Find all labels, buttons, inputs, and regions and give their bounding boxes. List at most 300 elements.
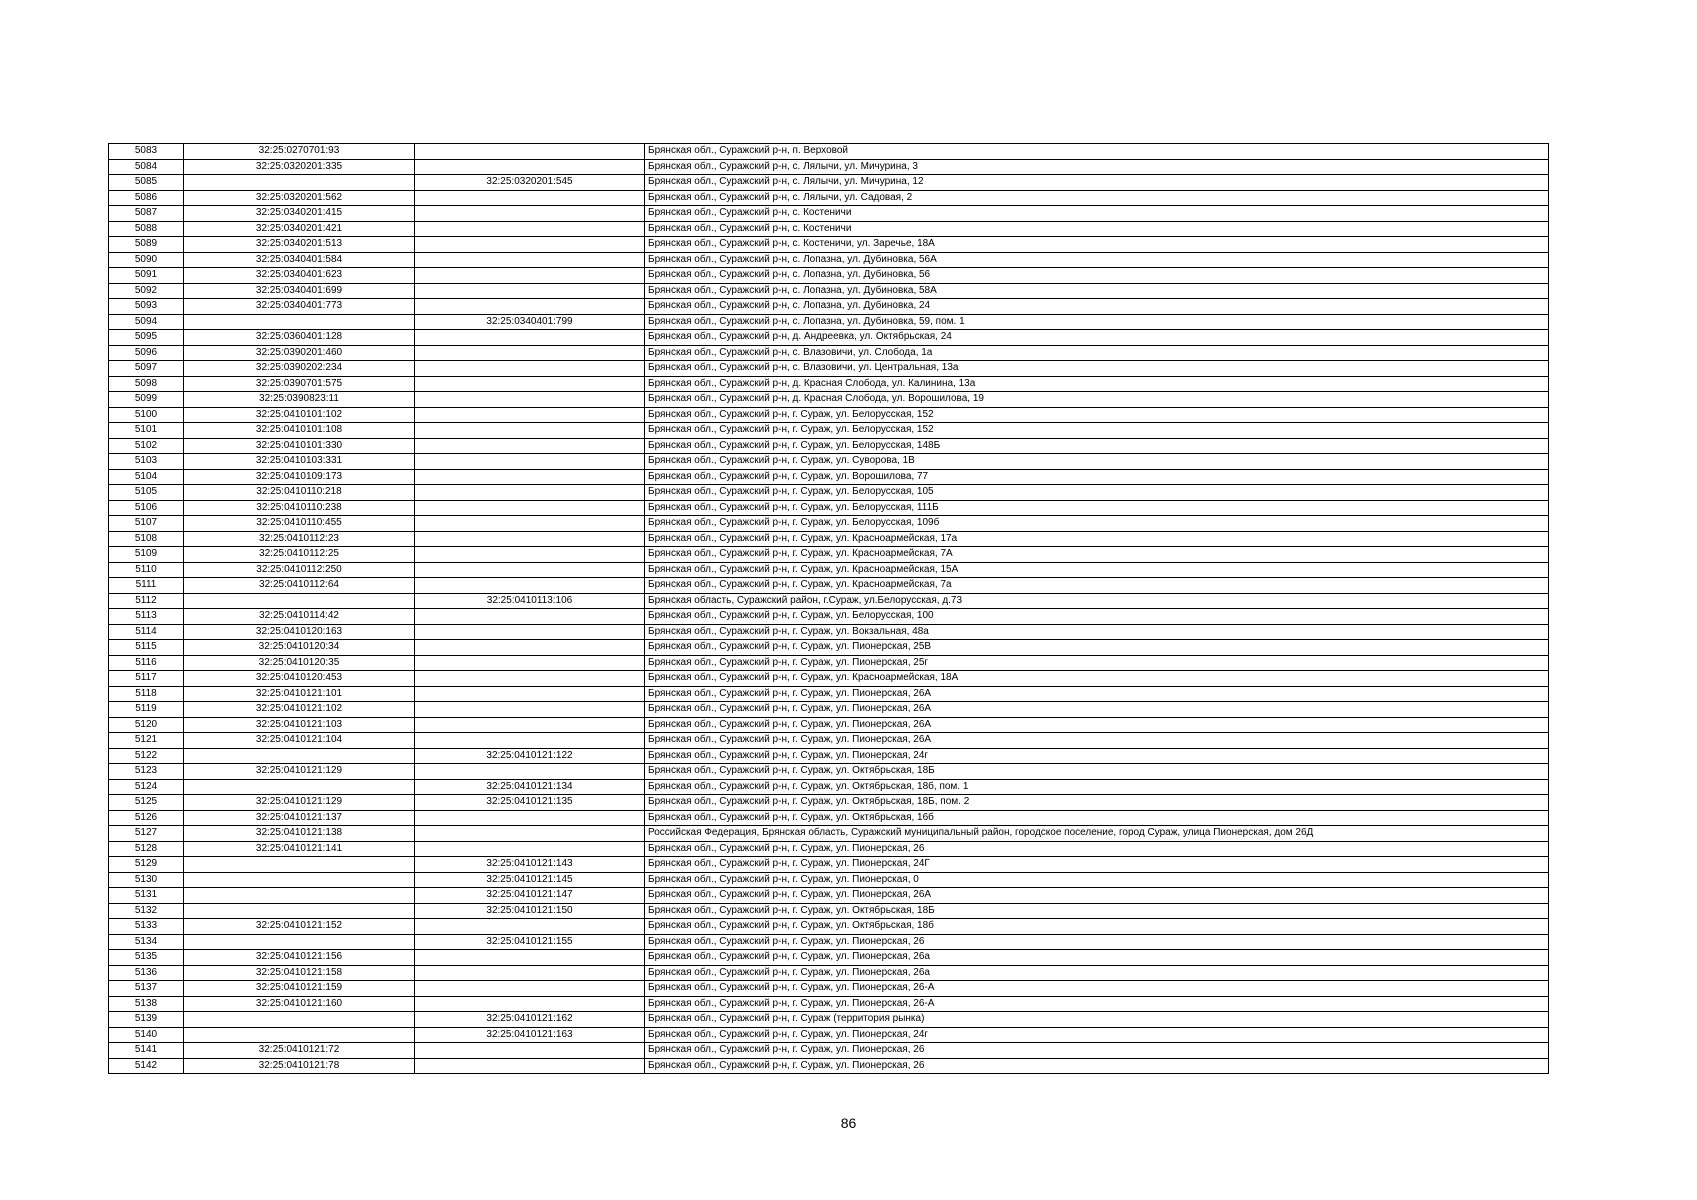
row-number-cell: 5085 [109, 175, 184, 191]
cadastral-number-cell: 32:25:0410121:156 [184, 950, 415, 966]
linked-cadastral-number-cell [415, 407, 645, 423]
cadastral-number-cell: 32:25:0410121:129 [184, 795, 415, 811]
row-number-cell: 5128 [109, 841, 184, 857]
cadastral-number-cell: 32:25:0410121:72 [184, 1043, 415, 1059]
cadastral-number-cell: 32:25:0410110:218 [184, 485, 415, 501]
row-number-cell: 5123 [109, 764, 184, 780]
table-row [109, 841, 1549, 857]
cadastral-number-cell: 32:25:0410121:158 [184, 965, 415, 981]
address-cell: Брянская обл., Суражский р-н, г. Сураж, ул. Пионерская, 24г [645, 1027, 1549, 1043]
table-row [109, 903, 1549, 919]
table-row [109, 1058, 1549, 1074]
linked-cadastral-number-cell [415, 686, 645, 702]
cadastral-number-cell: 32:25:0390701:575 [184, 376, 415, 392]
address-cell: Брянская обл., Суражский р-н, г. Сураж, ул. Пионерская, 26-А [645, 996, 1549, 1012]
row-number-cell: 5103 [109, 454, 184, 470]
linked-cadastral-number-cell [415, 516, 645, 532]
address-cell: Брянская обл., Суражский р-н, с. Костеничи [645, 206, 1549, 222]
cadastral-number-cell: 32:25:0320201:335 [184, 159, 415, 175]
linked-cadastral-number-cell: 32:25:0410121:162 [415, 1012, 645, 1028]
linked-cadastral-number-cell [415, 361, 645, 377]
row-number-cell: 5118 [109, 686, 184, 702]
table-row [109, 423, 1549, 439]
table-row [109, 1012, 1549, 1028]
row-number-cell: 5101 [109, 423, 184, 439]
row-number-cell: 5135 [109, 950, 184, 966]
address-cell: Брянская обл., Суражский р-н, г. Сураж, ул. Белорусская, 152 [645, 407, 1549, 423]
row-number-cell: 5111 [109, 578, 184, 594]
address-cell: Брянская обл., Суражский р-н, г. Сураж, ул. Пионерская, 26 [645, 1043, 1549, 1059]
cadastral-number-cell: 32:25:0270701:93 [184, 144, 415, 160]
cadastral-number-cell: 32:25:0340201:415 [184, 206, 415, 222]
cadastral-number-cell [184, 779, 415, 795]
address-cell: Брянская обл., Суражский р-н, с. Лопазна, ул. Дубиновка, 56А [645, 252, 1549, 268]
cadastral-number-cell [184, 1027, 415, 1043]
address-cell: Брянская обл., Суражский р-н, г. Сураж, ул. Пионерская, 26 [645, 841, 1549, 857]
row-number-cell: 5136 [109, 965, 184, 981]
cadastral-number-cell: 32:25:0410121:101 [184, 686, 415, 702]
row-number-cell: 5102 [109, 438, 184, 454]
table-row [109, 640, 1549, 656]
table-row [109, 965, 1549, 981]
cadastral-number-cell [184, 903, 415, 919]
table-row [109, 810, 1549, 826]
cadastral-number-cell: 32:25:0410112:25 [184, 547, 415, 563]
linked-cadastral-number-cell [415, 469, 645, 485]
address-cell: Брянская обл., Суражский р-н, г. Сураж, ул. Красноармейская, 18А [645, 671, 1549, 687]
row-number-cell: 5088 [109, 221, 184, 237]
linked-cadastral-number-cell [415, 655, 645, 671]
table-row [109, 733, 1549, 749]
table-row [109, 934, 1549, 950]
linked-cadastral-number-cell [415, 950, 645, 966]
row-number-cell: 5109 [109, 547, 184, 563]
table-row [109, 376, 1549, 392]
address-cell: Брянская обл., Суражский р-н, с. Влазовичи, ул. Слобода, 1а [645, 345, 1549, 361]
linked-cadastral-number-cell: 32:25:0410121:147 [415, 888, 645, 904]
address-cell: Брянская обл., Суражский р-н, г. Сураж, ул. Пионерская, 26А [645, 717, 1549, 733]
table-row [109, 190, 1549, 206]
table-row [109, 578, 1549, 594]
cadastral-number-cell: 32:25:0410120:163 [184, 624, 415, 640]
row-number-cell: 5127 [109, 826, 184, 842]
linked-cadastral-number-cell [415, 190, 645, 206]
row-number-cell: 5113 [109, 609, 184, 625]
table-row [109, 795, 1549, 811]
linked-cadastral-number-cell [415, 299, 645, 315]
table-row [109, 950, 1549, 966]
address-cell: Брянская обл., Суражский р-н, с. Лопазна, ул. Дубиновка, 56 [645, 268, 1549, 284]
cadastral-number-cell: 32:25:0390201:460 [184, 345, 415, 361]
table-row [109, 872, 1549, 888]
row-number-cell: 5097 [109, 361, 184, 377]
table-row [109, 981, 1549, 997]
linked-cadastral-number-cell [415, 717, 645, 733]
table-row [109, 500, 1549, 516]
linked-cadastral-number-cell [415, 547, 645, 563]
linked-cadastral-number-cell [415, 562, 645, 578]
table-row [109, 361, 1549, 377]
row-number-cell: 5083 [109, 144, 184, 160]
row-number-cell: 5091 [109, 268, 184, 284]
address-cell: Брянская обл., Суражский р-н, г. Сураж, ул. Красноармейская, 7а [645, 578, 1549, 594]
table-row [109, 609, 1549, 625]
linked-cadastral-number-cell: 32:25:0340401:799 [415, 314, 645, 330]
cadastral-number-cell: 32:25:0390823:11 [184, 392, 415, 408]
linked-cadastral-number-cell [415, 237, 645, 253]
table-row [109, 562, 1549, 578]
address-cell: Брянская обл., Суражский р-н, г. Сураж, ул. Пионерская, 24г [645, 748, 1549, 764]
address-cell: Брянская обл., Суражский р-н, г. Сураж, ул. Пионерская, 26 [645, 1058, 1549, 1074]
cadastral-number-cell: 32:25:0410121:138 [184, 826, 415, 842]
row-number-cell: 5120 [109, 717, 184, 733]
cadastral-number-cell: 32:25:0410109:173 [184, 469, 415, 485]
row-number-cell: 5132 [109, 903, 184, 919]
cadastral-number-cell: 32:25:0410121:159 [184, 981, 415, 997]
row-number-cell: 5112 [109, 593, 184, 609]
linked-cadastral-number-cell [415, 841, 645, 857]
address-cell: Брянская обл., Суражский р-н, г. Сураж, ул. Белорусская, 148Б [645, 438, 1549, 454]
cadastral-number-cell: 32:25:0410121:78 [184, 1058, 415, 1074]
cadastral-number-cell: 32:25:0410120:35 [184, 655, 415, 671]
table-row [109, 314, 1549, 330]
table-row [109, 547, 1549, 563]
linked-cadastral-number-cell: 32:25:0320201:545 [415, 175, 645, 191]
table-row [109, 1043, 1549, 1059]
linked-cadastral-number-cell [415, 531, 645, 547]
linked-cadastral-number-cell: 32:25:0410121:134 [415, 779, 645, 795]
address-cell: Брянская обл., Суражский р-н, г. Сураж, ул. Пионерская, 0 [645, 872, 1549, 888]
address-cell: Брянская область, Суражский район, г.Сураж, ул.Белорусская, д.73 [645, 593, 1549, 609]
linked-cadastral-number-cell [415, 1058, 645, 1074]
linked-cadastral-number-cell [415, 810, 645, 826]
address-cell: Брянская обл., Суражский р-н, с. Костеничи, ул. Заречье, 18А [645, 237, 1549, 253]
address-cell: Брянская обл., Суражский р-н, д. Красная Слобода, ул. Калинина, 13а [645, 376, 1549, 392]
linked-cadastral-number-cell [415, 438, 645, 454]
table-row [109, 996, 1549, 1012]
linked-cadastral-number-cell: 32:25:0410121:150 [415, 903, 645, 919]
cadastral-number-cell: 32:25:0410121:137 [184, 810, 415, 826]
cadastral-number-cell: 32:25:0410120:453 [184, 671, 415, 687]
address-cell: Брянская обл., Суражский р-н, г. Сураж, ул. Пионерская, 25г [645, 655, 1549, 671]
linked-cadastral-number-cell [415, 485, 645, 501]
linked-cadastral-number-cell: 32:25:0410121:135 [415, 795, 645, 811]
address-cell: Российская Федерация, Брянская область, Суражский муниципальный район, городское поселение, город Сураж, улица Пионерская, дом 26Д [645, 826, 1549, 842]
linked-cadastral-number-cell [415, 578, 645, 594]
row-number-cell: 5121 [109, 733, 184, 749]
address-cell: Брянская обл., Суражский р-н, п. Верховой [645, 144, 1549, 160]
cadastral-number-cell: 32:25:0410121:104 [184, 733, 415, 749]
table-row [109, 469, 1549, 485]
address-cell: Брянская обл., Суражский р-н, г. Сураж, ул. Пионерская, 24Г [645, 857, 1549, 873]
row-number-cell: 5125 [109, 795, 184, 811]
cadastral-number-cell: 32:25:0410103:331 [184, 454, 415, 470]
row-number-cell: 5119 [109, 702, 184, 718]
cadastral-number-cell [184, 748, 415, 764]
address-cell: Брянская обл., Суражский р-н, г. Сураж, ул. Вокзальная, 48а [645, 624, 1549, 640]
table-row [109, 1027, 1549, 1043]
address-cell: Брянская обл., Суражский р-н, с. Лопазна, ул. Дубиновка, 58А [645, 283, 1549, 299]
linked-cadastral-number-cell [415, 826, 645, 842]
address-cell: Брянская обл., Суражский р-н, г. Сураж, ул. Красноармейская, 17а [645, 531, 1549, 547]
linked-cadastral-number-cell [415, 1043, 645, 1059]
address-cell: Брянская обл., Суражский р-н, г. Сураж, ул. Октябрьская, 18Б [645, 903, 1549, 919]
row-number-cell: 5122 [109, 748, 184, 764]
address-cell: Брянская обл., Суражский р-н, с. Костеничи [645, 221, 1549, 237]
row-number-cell: 5104 [109, 469, 184, 485]
linked-cadastral-number-cell [415, 283, 645, 299]
table-row [109, 702, 1549, 718]
address-cell: Брянская обл., Суражский р-н, с. Влазовичи, ул. Центральная, 13а [645, 361, 1549, 377]
table-row [109, 485, 1549, 501]
linked-cadastral-number-cell [415, 640, 645, 656]
page-number: 86 [840, 1115, 857, 1131]
linked-cadastral-number-cell [415, 376, 645, 392]
address-cell: Брянская обл., Суражский р-н, г. Сураж, ул. Пионерская, 26А [645, 702, 1549, 718]
cadastral-number-cell: 32:25:0340201:421 [184, 221, 415, 237]
address-cell: Брянская обл., Суражский р-н, г. Сураж, ул. Пионерская, 26а [645, 965, 1549, 981]
linked-cadastral-number-cell [415, 144, 645, 160]
table-row [109, 454, 1549, 470]
table-row [109, 268, 1549, 284]
cadastral-number-cell: 32:25:0390202:234 [184, 361, 415, 377]
linked-cadastral-number-cell [415, 624, 645, 640]
registry-table [108, 143, 1549, 1074]
cadastral-number-cell: 32:25:0410114:42 [184, 609, 415, 625]
row-number-cell: 5117 [109, 671, 184, 687]
row-number-cell: 5108 [109, 531, 184, 547]
table-row [109, 779, 1549, 795]
linked-cadastral-number-cell: 32:25:0410121:155 [415, 934, 645, 950]
table-row [109, 857, 1549, 873]
linked-cadastral-number-cell [415, 996, 645, 1012]
table-row [109, 686, 1549, 702]
cadastral-number-cell: 32:25:0340401:699 [184, 283, 415, 299]
row-number-cell: 5107 [109, 516, 184, 532]
row-number-cell: 5131 [109, 888, 184, 904]
row-number-cell: 5116 [109, 655, 184, 671]
address-cell: Брянская обл., Суражский р-н, г. Сураж, ул. Белорусская, 111Б [645, 500, 1549, 516]
table-row [109, 299, 1549, 315]
row-number-cell: 5100 [109, 407, 184, 423]
cadastral-number-cell [184, 593, 415, 609]
linked-cadastral-number-cell [415, 159, 645, 175]
row-number-cell: 5126 [109, 810, 184, 826]
cadastral-number-cell: 32:25:0410101:108 [184, 423, 415, 439]
table-row [109, 283, 1549, 299]
table-row [109, 175, 1549, 191]
table-row [109, 345, 1549, 361]
row-number-cell: 5133 [109, 919, 184, 935]
table-row [109, 516, 1549, 532]
linked-cadastral-number-cell [415, 345, 645, 361]
row-number-cell: 5095 [109, 330, 184, 346]
address-cell: Брянская обл., Суражский р-н, г. Сураж, ул. Октябрьская, 18б, пом. 1 [645, 779, 1549, 795]
linked-cadastral-number-cell [415, 500, 645, 516]
address-cell: Брянская обл., Суражский р-н, г. Сураж, ул. Белорусская, 152 [645, 423, 1549, 439]
cadastral-number-cell: 32:25:0360401:128 [184, 330, 415, 346]
address-cell: Брянская обл., Суражский р-н, с. Лопазна, ул. Дубиновка, 24 [645, 299, 1549, 315]
cadastral-number-cell [184, 1012, 415, 1028]
row-number-cell: 5090 [109, 252, 184, 268]
address-cell: Брянская обл., Суражский р-н, г. Сураж, ул. Пионерская, 26а [645, 950, 1549, 966]
row-number-cell: 5139 [109, 1012, 184, 1028]
address-cell: Брянская обл., Суражский р-н, г. Сураж, ул. Пионерская, 25В [645, 640, 1549, 656]
cadastral-number-cell [184, 872, 415, 888]
address-cell: Брянская обл., Суражский р-н, г. Сураж, ул. Белорусская, 109б [645, 516, 1549, 532]
row-number-cell: 5093 [109, 299, 184, 315]
address-cell: Брянская обл., Суражский р-н, с. Лялычи, ул. Садовая, 2 [645, 190, 1549, 206]
address-cell: Брянская обл., Суражский р-н, г. Сураж, ул. Октябрьская, 18б [645, 919, 1549, 935]
cadastral-number-cell: 32:25:0410112:23 [184, 531, 415, 547]
row-number-cell: 5115 [109, 640, 184, 656]
cadastral-number-cell: 32:25:0340201:513 [184, 237, 415, 253]
address-cell: Брянская обл., Суражский р-н, г. Сураж, ул. Пионерская, 26А [645, 888, 1549, 904]
address-cell: Брянская обл., Суражский р-н, г. Сураж, ул. Октябрьская, 18Б, пом. 2 [645, 795, 1549, 811]
table-row [109, 159, 1549, 175]
linked-cadastral-number-cell [415, 206, 645, 222]
row-number-cell: 5110 [109, 562, 184, 578]
cadastral-number-cell: 32:25:0410112:64 [184, 578, 415, 594]
row-number-cell: 5141 [109, 1043, 184, 1059]
cadastral-number-cell: 32:25:0340401:584 [184, 252, 415, 268]
address-cell: Брянская обл., Суражский р-н, г. Сураж, ул. Пионерская, 26 [645, 934, 1549, 950]
cadastral-number-cell: 32:25:0410121:129 [184, 764, 415, 780]
cadastral-number-cell: 32:25:0410101:330 [184, 438, 415, 454]
address-cell: Брянская обл., Суражский р-н, г. Сураж, ул. Ворошилова, 77 [645, 469, 1549, 485]
cadastral-number-cell: 32:25:0410121:152 [184, 919, 415, 935]
linked-cadastral-number-cell [415, 392, 645, 408]
row-number-cell: 5086 [109, 190, 184, 206]
cadastral-number-cell [184, 175, 415, 191]
linked-cadastral-number-cell [415, 733, 645, 749]
table-row [109, 206, 1549, 222]
cadastral-number-cell [184, 888, 415, 904]
row-number-cell: 5084 [109, 159, 184, 175]
row-number-cell: 5124 [109, 779, 184, 795]
linked-cadastral-number-cell [415, 330, 645, 346]
address-cell: Брянская обл., Суражский р-н, г. Сураж, ул. Красноармейская, 15А [645, 562, 1549, 578]
cadastral-number-cell: 32:25:0410121:160 [184, 996, 415, 1012]
address-cell: Брянская обл., Суражский р-н, с. Лялычи, ул. Мичурина, 3 [645, 159, 1549, 175]
cadastral-number-cell: 32:25:0410121:102 [184, 702, 415, 718]
table-row [109, 252, 1549, 268]
row-number-cell: 5114 [109, 624, 184, 640]
linked-cadastral-number-cell [415, 268, 645, 284]
cadastral-number-cell [184, 934, 415, 950]
cadastral-number-cell: 32:25:0410101:102 [184, 407, 415, 423]
linked-cadastral-number-cell [415, 981, 645, 997]
row-number-cell: 5140 [109, 1027, 184, 1043]
table-row [109, 671, 1549, 687]
address-cell: Брянская обл., Суражский р-н, д. Красная Слобода, ул. Ворошилова, 19 [645, 392, 1549, 408]
cadastral-number-cell: 32:25:0340401:623 [184, 268, 415, 284]
table-row [109, 531, 1549, 547]
cadastral-number-cell: 32:25:0410110:238 [184, 500, 415, 516]
row-number-cell: 5134 [109, 934, 184, 950]
linked-cadastral-number-cell [415, 965, 645, 981]
linked-cadastral-number-cell [415, 252, 645, 268]
linked-cadastral-number-cell [415, 454, 645, 470]
row-number-cell: 5092 [109, 283, 184, 299]
cadastral-number-cell: 32:25:0340401:773 [184, 299, 415, 315]
address-cell: Брянская обл., Суражский р-н, г. Сураж, ул. Октябрьская, 18Б [645, 764, 1549, 780]
table-row [109, 237, 1549, 253]
linked-cadastral-number-cell: 32:25:0410121:145 [415, 872, 645, 888]
address-cell: Брянская обл., Суражский р-н, г. Сураж, ул. Пионерская, 26А [645, 686, 1549, 702]
row-number-cell: 5137 [109, 981, 184, 997]
table-row [109, 407, 1549, 423]
address-cell: Брянская обл., Суражский р-н, д. Андреевка, ул. Октябрьская, 24 [645, 330, 1549, 346]
table-row [109, 144, 1549, 160]
cadastral-number-cell: 32:25:0410110:455 [184, 516, 415, 532]
cadastral-number-cell [184, 314, 415, 330]
row-number-cell: 5098 [109, 376, 184, 392]
table-row [109, 717, 1549, 733]
linked-cadastral-number-cell [415, 919, 645, 935]
address-cell: Брянская обл., Суражский р-н, с. Лопазна, ул. Дубиновка, 59, пом. 1 [645, 314, 1549, 330]
row-number-cell: 5129 [109, 857, 184, 873]
table-row [109, 764, 1549, 780]
table-row [109, 655, 1549, 671]
row-number-cell: 5094 [109, 314, 184, 330]
table-row [109, 438, 1549, 454]
linked-cadastral-number-cell [415, 671, 645, 687]
address-cell: Брянская обл., Суражский р-н, г. Сураж, ул. Красноармейская, 7А [645, 547, 1549, 563]
table-row [109, 593, 1549, 609]
table-row [109, 624, 1549, 640]
cadastral-number-cell [184, 857, 415, 873]
cadastral-number-cell: 32:25:0410112:250 [184, 562, 415, 578]
linked-cadastral-number-cell [415, 609, 645, 625]
address-cell: Брянская обл., Суражский р-н, г. Сураж, ул. Пионерская, 26-А [645, 981, 1549, 997]
address-cell: Брянская обл., Суражский р-н, г. Сураж, ул. Суворова, 1В [645, 454, 1549, 470]
table-row [109, 826, 1549, 842]
linked-cadastral-number-cell [415, 221, 645, 237]
row-number-cell: 5106 [109, 500, 184, 516]
row-number-cell: 5087 [109, 206, 184, 222]
table-row [109, 919, 1549, 935]
cadastral-number-cell: 32:25:0410121:141 [184, 841, 415, 857]
registry-table-body [109, 144, 1549, 1074]
table-row [109, 748, 1549, 764]
row-number-cell: 5096 [109, 345, 184, 361]
linked-cadastral-number-cell [415, 764, 645, 780]
linked-cadastral-number-cell: 32:25:0410121:143 [415, 857, 645, 873]
table-row [109, 392, 1549, 408]
linked-cadastral-number-cell: 32:25:0410121:163 [415, 1027, 645, 1043]
row-number-cell: 5099 [109, 392, 184, 408]
linked-cadastral-number-cell [415, 702, 645, 718]
table-row [109, 221, 1549, 237]
address-cell: Брянская обл., Суражский р-н, г. Сураж, ул. Октябрьская, 16б [645, 810, 1549, 826]
row-number-cell: 5142 [109, 1058, 184, 1074]
linked-cadastral-number-cell [415, 423, 645, 439]
cadastral-number-cell: 32:25:0410121:103 [184, 717, 415, 733]
cadastral-number-cell: 32:25:0320201:562 [184, 190, 415, 206]
row-number-cell: 5130 [109, 872, 184, 888]
row-number-cell: 5089 [109, 237, 184, 253]
table-row [109, 330, 1549, 346]
row-number-cell: 5105 [109, 485, 184, 501]
cadastral-number-cell: 32:25:0410120:34 [184, 640, 415, 656]
row-number-cell: 5138 [109, 996, 184, 1012]
table-row [109, 888, 1549, 904]
address-cell: Брянская обл., Суражский р-н, г. Сураж, ул. Белорусская, 100 [645, 609, 1549, 625]
address-cell: Брянская обл., Суражский р-н, г. Сураж, ул. Белорусская, 105 [645, 485, 1549, 501]
address-cell: Брянская обл., Суражский р-н, г. Сураж (территория рынка) [645, 1012, 1549, 1028]
address-cell: Брянская обл., Суражский р-н, г. Сураж, ул. Пионерская, 26А [645, 733, 1549, 749]
